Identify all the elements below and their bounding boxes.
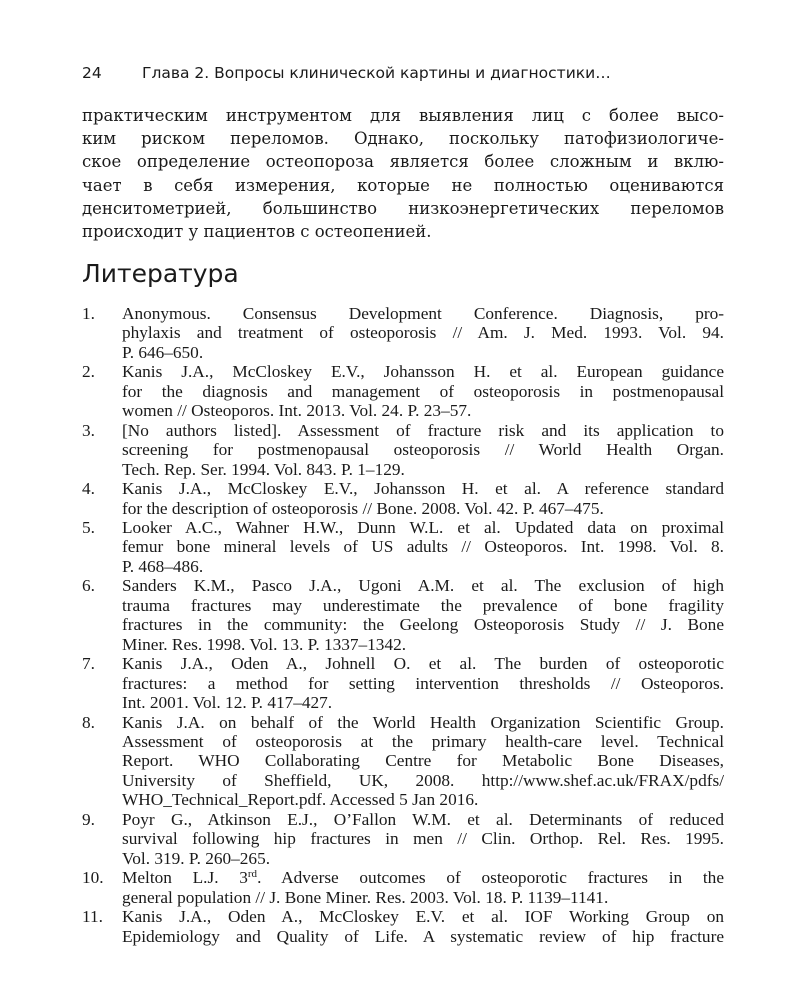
- reference-line: Looker A.C., Wahner H.W., Dunn W.L. et al. Updated data on proximal: [122, 517, 724, 537]
- reference-line: Int. 2001. Vol. 12. P. 417–427.: [122, 693, 333, 713]
- reference-item: [82, 576, 724, 654]
- reference-number: 9.: [82, 809, 95, 829]
- reference-item: [82, 421, 724, 479]
- chapter-title: Глава 2. Вопросы клинической картины и диагностики…: [142, 64, 611, 82]
- reference-number: 4.: [82, 479, 95, 499]
- ordinal-superscript: rd: [247, 868, 258, 881]
- body-line: происходит у пациентов с остеопенией.: [82, 222, 432, 242]
- reference-line: Tech. Rep. Ser. 1994. Vol. 843. P. 1–129.: [122, 459, 405, 479]
- reference-number: 1.: [82, 304, 95, 323]
- running-header: [82, 63, 724, 83]
- reference-line: WHO_Technical_Report.pdf. Accessed 5 Jan 2016.: [122, 790, 479, 810]
- reference-line: fractures in the community: the Geelong Osteoporosis Study // J. Bone: [122, 615, 724, 635]
- reference-line: Poyr G., Atkinson E.J., O’Fallon W.M. et al. Determinants of reduced: [122, 809, 724, 829]
- body-line: ское определение остеопороза является более сложным и вклю-: [82, 152, 724, 172]
- reference-line: women // Osteoporos. Int. 2013. Vol. 24. P. 23–57.: [122, 401, 472, 421]
- reference-line: trauma fractures may underestimate the prevalence of bone fragility: [122, 595, 724, 615]
- reference-number: 7.: [82, 654, 95, 674]
- reference-number: 11.: [82, 907, 103, 927]
- reference-item: [82, 518, 724, 576]
- body-line: практическим инструментом для выявления лиц с более высо-: [82, 106, 724, 125]
- reference-line: phylaxis and treatment of osteoporosis // Am. J. Med. 1993. Vol. 94.: [122, 323, 724, 343]
- reference-list: [82, 304, 724, 946]
- reference-line: [No authors listed]. Assessment of fracture risk and its application to: [122, 420, 724, 440]
- reference-line: P. 468–486.: [122, 556, 204, 576]
- reference-number: 10.: [82, 868, 104, 888]
- reference-number: 5.: [82, 517, 95, 537]
- body-paragraph: [82, 104, 724, 243]
- body-line: ким риском переломов. Однако, поскольку патофизиологиче-: [82, 129, 724, 149]
- reference-item: [82, 713, 724, 810]
- reference-line: Epidemiology and Quality of Life. A systematic review of hip fracture: [122, 926, 724, 946]
- reference-line: Kanis J.A., McCloskey E.V., Johansson H. et al. European guidance: [122, 362, 724, 382]
- reference-item: [82, 479, 724, 518]
- reference-line: [122, 868, 724, 887]
- reference-item: [82, 654, 724, 712]
- reference-number: 6.: [82, 576, 95, 596]
- reference-line: Miner. Res. 1998. Vol. 13. P. 1337–1342.: [122, 634, 407, 654]
- reference-line: Assessment of osteoporosis at the primary health-care level. Technical: [122, 731, 724, 751]
- reference-text: . Adverse outcomes of osteoporotic fractures in the: [257, 868, 724, 888]
- body-line: чает в себя измерения, которые не полностью оцениваются: [82, 175, 724, 195]
- reference-item: [82, 868, 724, 907]
- reference-line: Sanders K.M., Pasco J.A., Ugoni A.M. et al. The exclusion of high: [122, 576, 724, 596]
- reference-line: Report. WHO Collaborating Centre for Metabolic Bone Diseases,: [122, 751, 724, 771]
- reference-line: femur bone mineral levels of US adults // Osteoporos. Int. 1998. Vol. 8.: [122, 537, 724, 557]
- reference-line: fractures: a method for setting intervention thresholds // Osteoporos.: [122, 673, 724, 693]
- reference-line: survival following hip fractures in men // Clin. Orthop. Rel. Res. 1995.: [122, 829, 724, 849]
- reference-number: 8.: [82, 712, 95, 732]
- reference-line: for the diagnosis and management of osteoporosis in postmenopausal: [122, 381, 724, 401]
- reference-line: University of Sheffield, UK, 2008. http://www.shef.ac.uk/FRAX/pdfs/: [122, 770, 724, 790]
- reference-item: [82, 304, 724, 362]
- reference-number: 2.: [82, 362, 95, 382]
- reference-line: Kanis J.A., Oden A., Johnell O. et al. The burden of osteoporotic: [122, 654, 724, 674]
- reference-line: Kanis J.A. on behalf of the World Health Organization Scientific Group.: [122, 712, 724, 732]
- reference-line: for the description of osteoporosis // Bone. 2008. Vol. 42. P. 467–475.: [122, 498, 604, 518]
- reference-line: Vol. 319. P. 260–265.: [122, 848, 271, 868]
- reference-line: Anonymous. Consensus Development Conference. Diagnosis, pro-: [122, 304, 724, 323]
- book-page: [82, 0, 724, 1000]
- reference-line: P. 646–650.: [122, 342, 204, 362]
- page-number: 24: [82, 64, 102, 82]
- reference-line: screening for postmenopausal osteoporosis // World Health Organ.: [122, 440, 724, 460]
- body-line: денситометрией, большинство низкоэнергетических переломов: [82, 198, 724, 218]
- reference-number: 3.: [82, 420, 95, 440]
- reference-item: [82, 362, 724, 420]
- reference-item: [82, 907, 724, 946]
- reference-item: [82, 810, 724, 868]
- reference-line: general population // J. Bone Miner. Res. 2003. Vol. 18. P. 1139–1141.: [122, 887, 609, 907]
- reference-line: Kanis J.A., McCloskey E.V., Johansson H. et al. A reference standard: [122, 479, 724, 499]
- reference-line: Kanis J.A., Oden A., McCloskey E.V. et al. IOF Working Group on: [122, 907, 724, 927]
- section-title: Литература: [82, 259, 239, 288]
- reference-text: Melton L.J. 3: [122, 868, 248, 888]
